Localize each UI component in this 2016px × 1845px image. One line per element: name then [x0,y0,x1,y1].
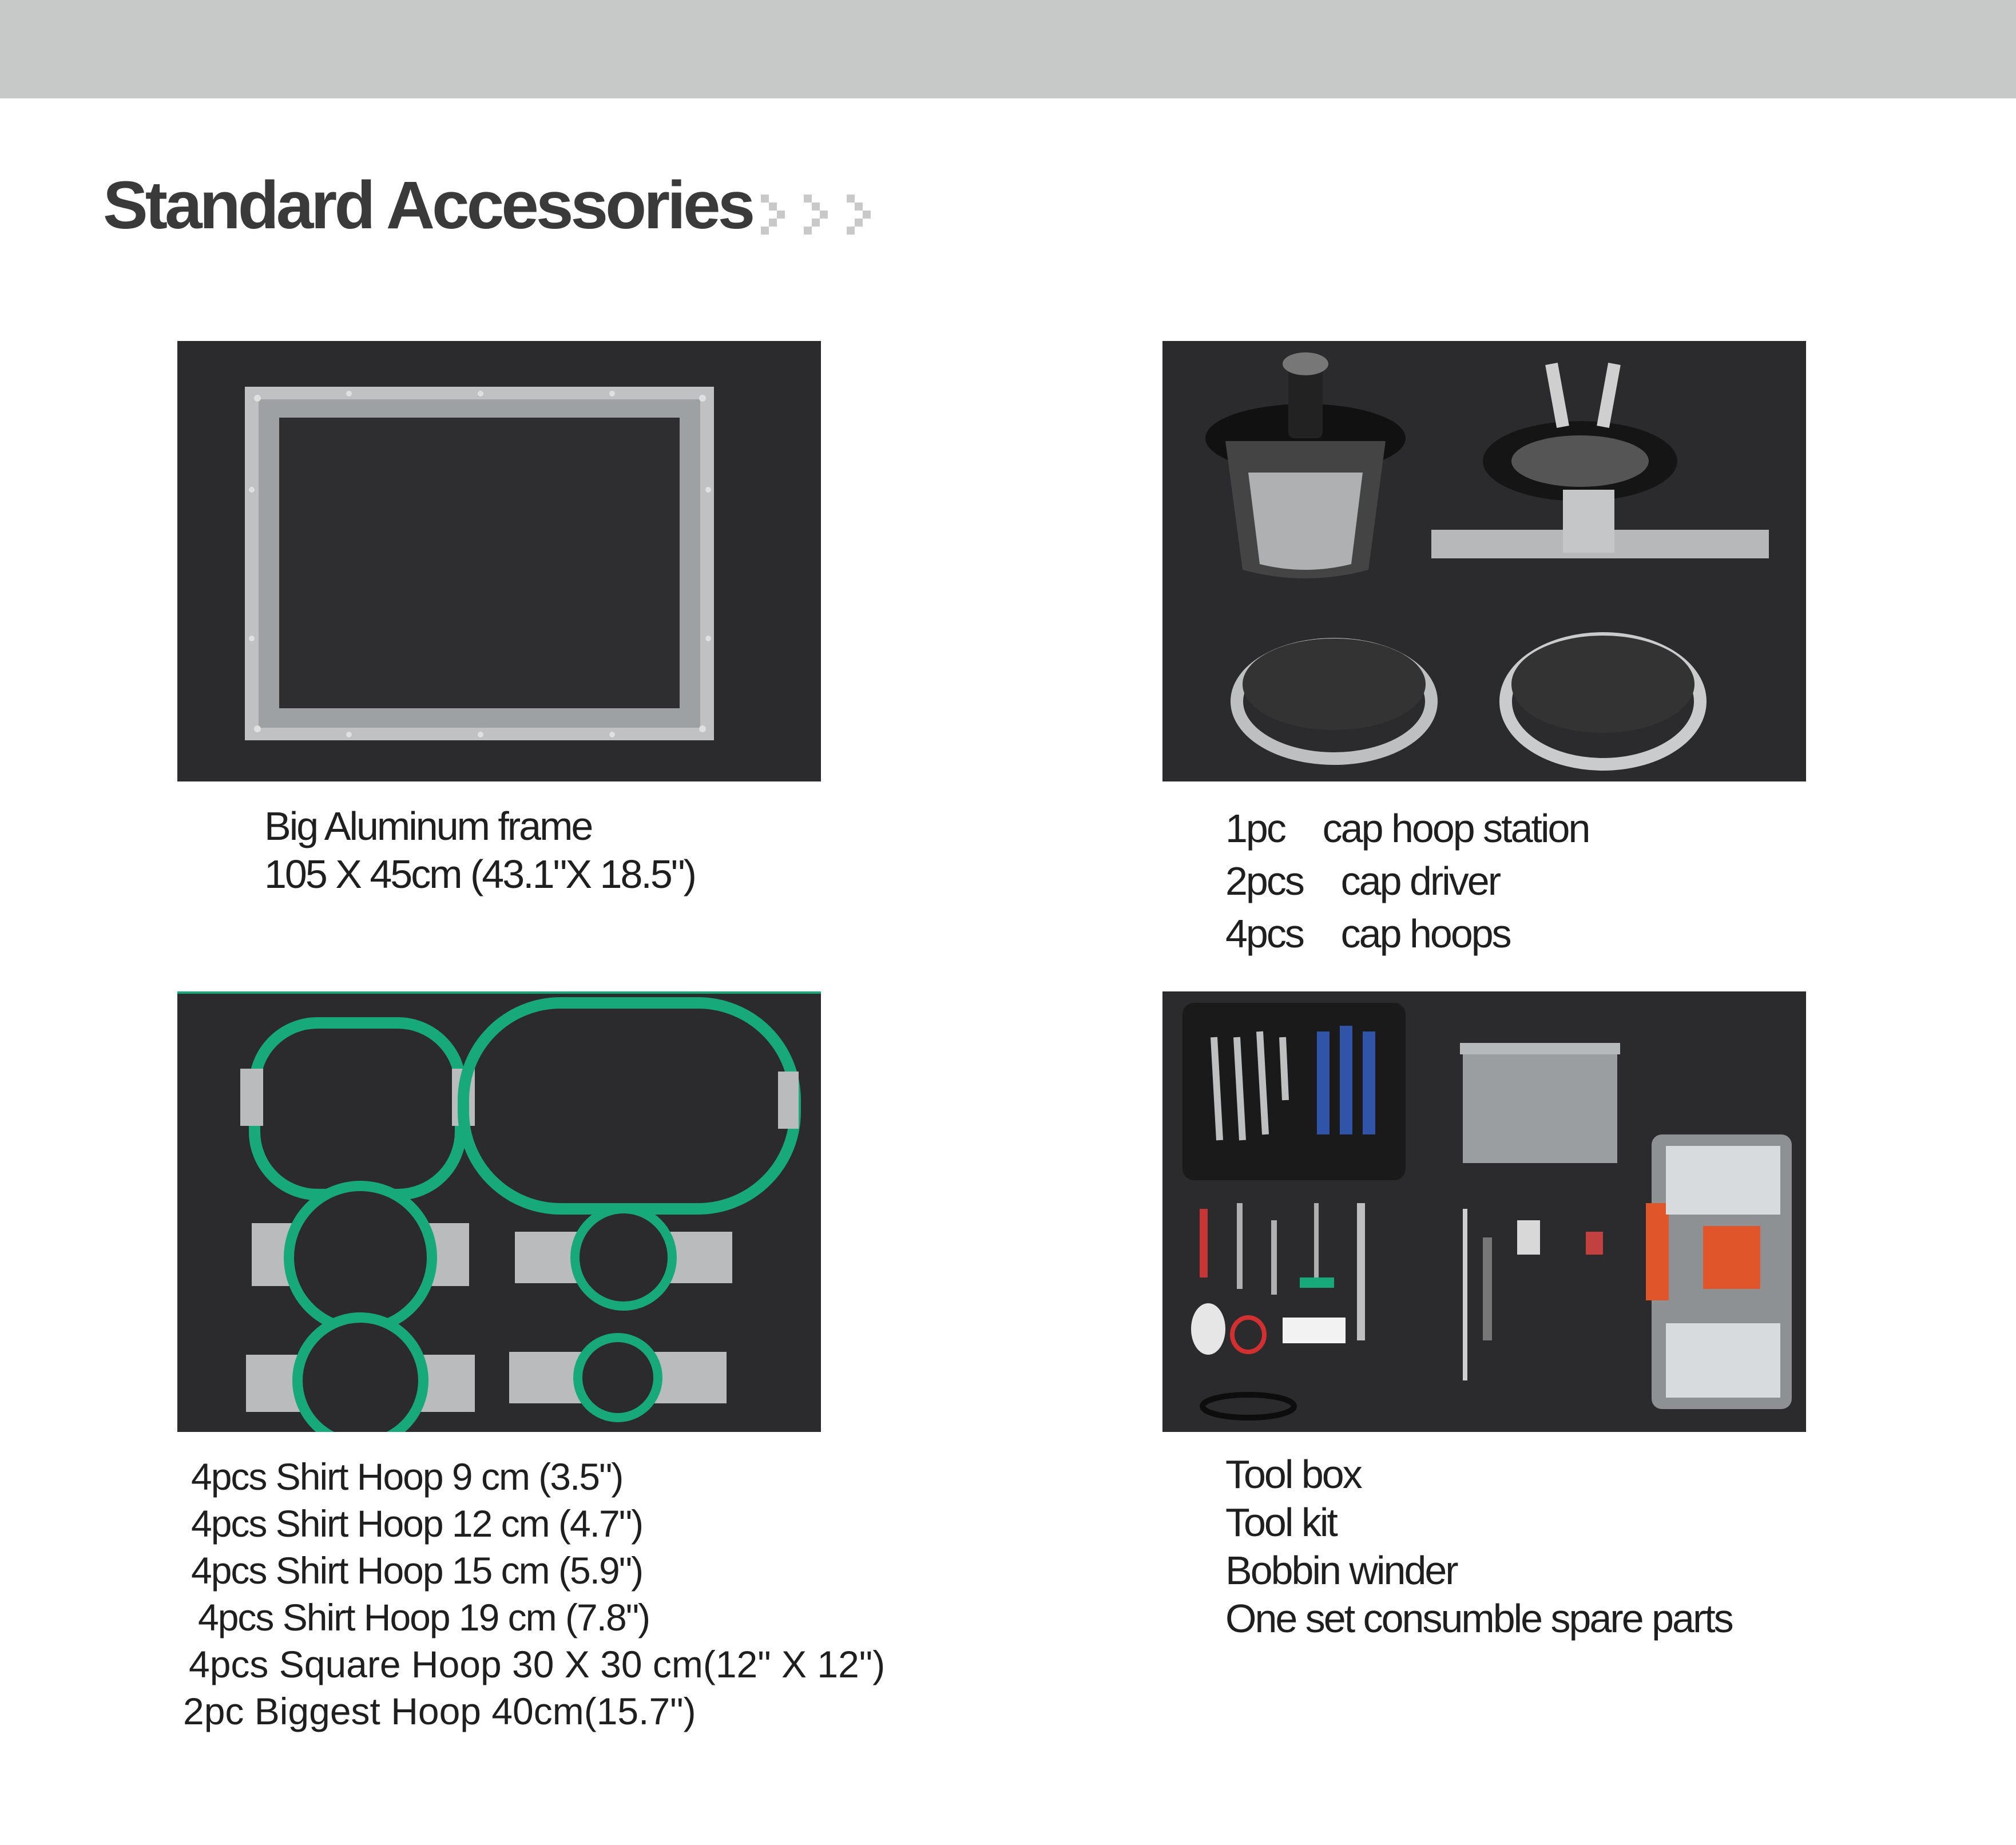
caption-aluminum-frame [264,802,695,898]
chevron-right-icon [847,195,871,235]
caption-line: 105 X 45cm (43.1"X 18.5") [264,852,695,896]
chevron-right-icon [804,195,828,235]
caption-cap-hoop [1225,802,1589,960]
caption-line: Tool kit [1225,1500,1336,1545]
aluminum-frame-photo [177,341,821,781]
page-title: Standard Accessories [103,168,753,243]
caption-line: 4pcs Shirt Hoop 9 cm (3.5") [191,1455,623,1498]
cap-hoop-photo [1162,341,1806,781]
shirt-hoops-photo [177,991,821,1432]
caption-line: 4pcs cap hoops [1225,911,1510,956]
caption-line: 1pc cap hoop station [1225,806,1589,851]
caption-line: Bobbin winder [1225,1548,1457,1593]
caption-line: 4pcs Shirt Hoop 15 cm (5.9") [191,1549,643,1592]
caption-line: 4pcs Shirt Hoop 19 cm (7.8") [198,1596,650,1638]
chevron-right-icon [761,195,785,235]
caption-line: Big Aluminum frame [264,804,592,848]
caption-line: 2pc Biggest Hoop 40cm(15.7") [183,1690,696,1732]
caption-line: One set consumble spare parts [1225,1596,1732,1641]
caption-line: 4pcs Shirt Hoop 12 cm (4.7") [191,1502,643,1545]
top-band [0,0,2016,98]
caption-shirt-hoops [183,1453,885,1735]
caption-line: 2pcs cap driver [1225,859,1499,903]
caption-tools [1225,1450,1732,1642]
chevrons [761,195,887,240]
caption-line: Tool box [1225,1452,1361,1497]
caption-line: 4pcs Square Hoop 30 X 30 cm(12" X 12") [189,1643,886,1685]
tools-photo [1162,991,1806,1432]
